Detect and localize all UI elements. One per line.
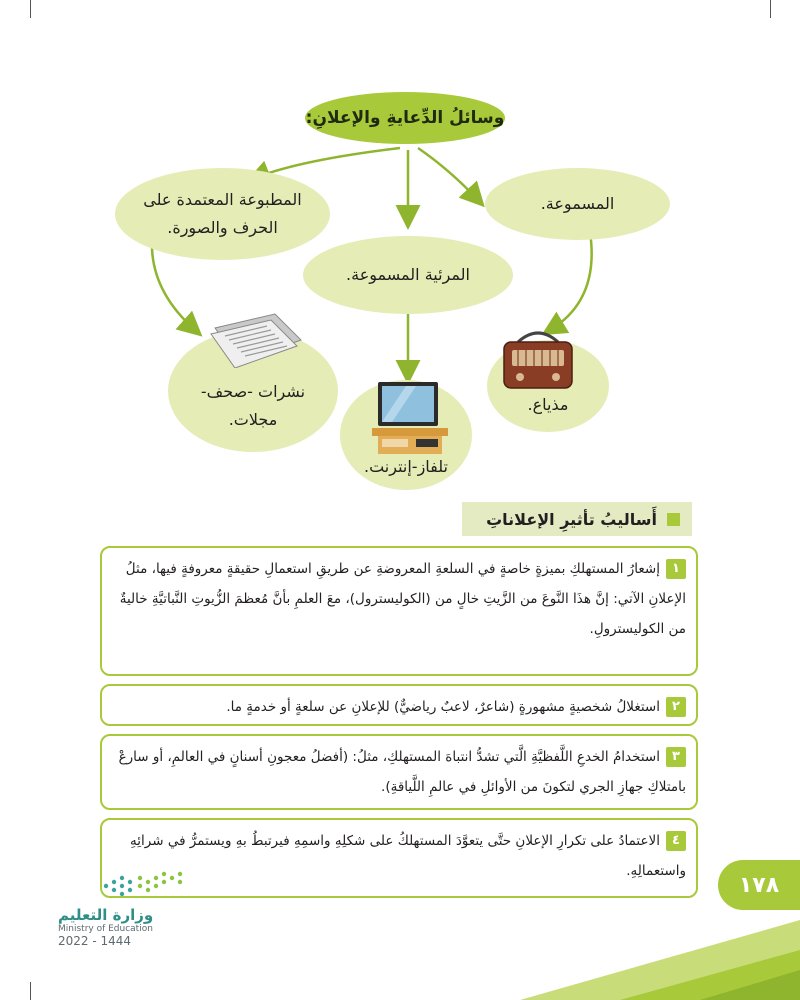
ministry-year: 2022 - 1444 bbox=[58, 934, 132, 948]
item-text: إشعارُ المستهلكِ بميزةٍ خاصةٍ في السلعةِ المعروضةِ عن طريقِ استعمالِ حقيقةٍ معروفةٍ فيها، مثلُ الإعلانِ الآتي: إنَّ هذَا النَّوعَ من الزَّيتِ خالٍ من (الكوليسترول)، معَ العلمِ بأنَّ مُعظمَ الزُّيوتِ النَّباتيَّةِ خاليةٌ من الكوليسترولِ. bbox=[119, 561, 686, 637]
item-text: استغلالُ شخصيةٍ مشهورةٍ (شاعرٌ، لاعبٌ رياضيٌّ) للإعلانِ عن سلعةٍ أو خدمةٍ ما. bbox=[226, 699, 660, 715]
category-audio: المسموعة. bbox=[485, 168, 670, 240]
radio-icon bbox=[500, 322, 576, 392]
tv-icon bbox=[372, 382, 448, 454]
section-title: أَساليبُ تأثيرِ الإعلاناتِ bbox=[486, 509, 657, 529]
item-number: ٢ bbox=[666, 697, 686, 717]
list-item-1 bbox=[100, 546, 698, 676]
category-audiovisual: المرئية المسموعة. bbox=[303, 236, 513, 314]
section-heading bbox=[462, 502, 692, 536]
item-number: ٤ bbox=[666, 831, 686, 851]
item-number: ١ bbox=[666, 559, 686, 579]
decorative-wave bbox=[400, 900, 800, 1000]
category-print: المطبوعة المعتمدة على الحرف والصورة. bbox=[115, 168, 330, 260]
example-radio: مذياع. bbox=[487, 340, 609, 432]
list-item-2 bbox=[100, 684, 698, 726]
newspaper-icon bbox=[205, 310, 305, 368]
ministry-logo-icon bbox=[100, 866, 190, 900]
crop-mark bbox=[30, 982, 31, 1000]
diagram-title: وسائلُ الدِّعايةِ والإعلانِ: bbox=[305, 92, 505, 144]
ministry-english: Ministry of Education bbox=[58, 924, 153, 934]
item-text: استخدامُ الخدعِ اللَّفظيَّةِ الَّتي تشدُّ انتباهَ المستهلكِ، مثلُ: (أفضلُ معجونِ أسنانٍ في العالمِ، أو سارعْ بامتلاكِ جهازِ الجري لتكونَ من الأوائلِ في عالمِ اللَّياقةِ). bbox=[118, 749, 686, 795]
ministry-block bbox=[58, 906, 153, 948]
bullet-square-icon bbox=[667, 513, 680, 526]
item-number: ٣ bbox=[666, 747, 686, 767]
list-item-3 bbox=[100, 734, 698, 810]
example-tv: تلفاز-إنترنت. bbox=[340, 380, 472, 490]
example-print: نشرات -صحف- مجلات. bbox=[168, 330, 338, 452]
page-number: ١٧٨ bbox=[718, 860, 800, 910]
ministry-arabic: وزارة التعليم bbox=[58, 906, 154, 924]
item-text: الاعتمادُ على تكرارِ الإعلانِ حتَّى يتعوَّدَ المستهلكُ على شكلِهِ واسمِهِ فيرتبطُ بهِ ويستمرُّ في شرائِهِ واستعمالِهِ. bbox=[130, 833, 686, 879]
